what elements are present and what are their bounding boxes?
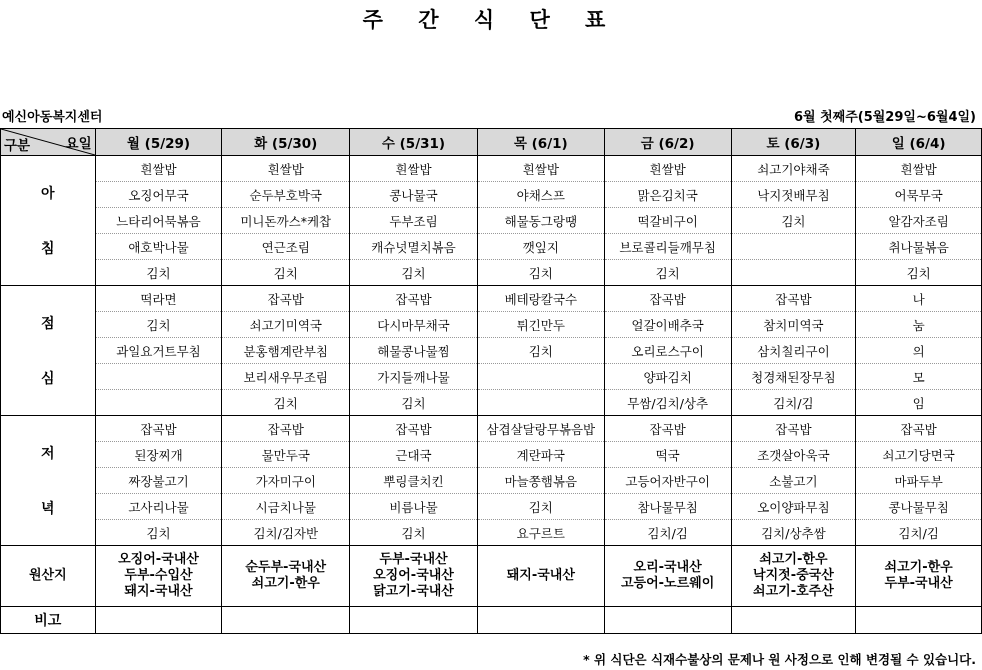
menu-row: [1, 286, 982, 312]
menu-item: 조갯살아욱국: [731, 442, 856, 468]
menu-item: 김치: [95, 260, 222, 286]
menu-item: 분홍햄계란부침: [222, 338, 350, 364]
menu-item: 김치: [350, 260, 478, 286]
origin-cell: [222, 546, 350, 607]
menu-item: 잡곡밥: [604, 286, 731, 312]
menu-item: 잡곡밥: [350, 286, 478, 312]
origin-cell: [604, 546, 731, 607]
menu-row: [1, 312, 982, 338]
menu-item: 양파김치: [604, 364, 731, 390]
menu-item: 오이양파무침: [731, 494, 856, 520]
menu-row: [1, 468, 982, 494]
menu-row: [1, 442, 982, 468]
menu-item: 짜장불고기: [95, 468, 222, 494]
menu-item: 과일요거트무침: [95, 338, 222, 364]
menu-item: [731, 234, 856, 260]
menu-item: 떡갈비구이: [604, 208, 731, 234]
day-header: 수 (5/31): [350, 129, 478, 156]
menu-item: 계란파국: [477, 442, 604, 468]
menu-item: 떡국: [604, 442, 731, 468]
menu-item: 청경채된장무침: [731, 364, 856, 390]
menu-item: 김치/김자반: [222, 520, 350, 546]
week-label: 6월 첫째주(5월29일~6월4일): [793, 110, 976, 125]
menu-item: 김치: [856, 260, 982, 286]
menu-item: 김치: [350, 520, 478, 546]
menu-item: 잡곡밥: [856, 416, 982, 442]
menu-item: 비름나물: [350, 494, 478, 520]
menu-item: [731, 260, 856, 286]
menu-item: 잡곡밥: [731, 416, 856, 442]
remarks-cell: [222, 607, 350, 634]
menu-item: [95, 390, 222, 416]
menu-item: 얼갈이배추국: [604, 312, 731, 338]
day-header: 금 (6/2): [604, 129, 731, 156]
menu-item: 흰쌀밥: [350, 156, 478, 182]
day-header: 월 (5/29): [95, 129, 222, 156]
menu-row: [1, 416, 982, 442]
menu-item: 흰쌀밥: [222, 156, 350, 182]
menu-item: 모: [856, 364, 982, 390]
menu-item: 김치: [604, 260, 731, 286]
menu-item: 김치: [95, 312, 222, 338]
origin-line: 두부-수입산: [124, 568, 193, 583]
day-header: 목 (6/1): [477, 129, 604, 156]
menu-row: [1, 520, 982, 546]
menu-item: 취나물볶음: [856, 234, 982, 260]
menu-item: 김치: [350, 390, 478, 416]
origin-cell: [856, 546, 982, 607]
header-row: [1, 129, 982, 156]
menu-item: 오리로스구이: [604, 338, 731, 364]
menu-item: 느타리어묵볶음: [95, 208, 222, 234]
menu-item: 김치: [222, 260, 350, 286]
menu-item: 마파두부: [856, 468, 982, 494]
origin-line: 쇠고기-한우: [884, 560, 953, 575]
menu-row: [1, 260, 982, 286]
menu-item: 잡곡밥: [350, 416, 478, 442]
remarks-cell: [856, 607, 982, 634]
menu-row: [1, 338, 982, 364]
menu-item: 맑은김치국: [604, 182, 731, 208]
menu-item: 다시마무채국: [350, 312, 478, 338]
menu-row: [1, 364, 982, 390]
menu-item: 김치/김: [604, 520, 731, 546]
meal-label-char: 점: [41, 316, 55, 332]
menu-item: 참나물무침: [604, 494, 731, 520]
menu-item: 캐슈넛멸치볶음: [350, 234, 478, 260]
remarks-cell: [604, 607, 731, 634]
origin-line: 오리-국내산: [633, 560, 702, 575]
menu-row: [1, 208, 982, 234]
menu-item: 잡곡밥: [731, 286, 856, 312]
origin-line: 쇠고기-한우: [251, 576, 320, 591]
menu-item: 콩나물무침: [856, 494, 982, 520]
origin-line: 두부-국내산: [379, 552, 448, 567]
remarks-cell: [95, 607, 222, 634]
menu-row: [1, 494, 982, 520]
origin-line: 돼지-국내산: [506, 568, 575, 583]
menu-item: 고사리나물: [95, 494, 222, 520]
menu-item: 가지들깨나물: [350, 364, 478, 390]
corner-label-day: 요일: [65, 136, 92, 152]
corner-label-category: 구분: [4, 138, 31, 154]
menu-item: 연근조림: [222, 234, 350, 260]
menu-item: 김치/김: [856, 520, 982, 546]
remarks-cell: [477, 607, 604, 634]
menu-item: 된장찌개: [95, 442, 222, 468]
menu-item: 김치: [95, 520, 222, 546]
menu-row: [1, 182, 982, 208]
menu-item: 가자미구이: [222, 468, 350, 494]
day-header: 화 (5/30): [222, 129, 350, 156]
menu-item: 삼겹살달랑무볶음밥: [477, 416, 604, 442]
origin-cell: [731, 546, 856, 607]
menu-item: 오징어무국: [95, 182, 222, 208]
menu-item: 깻잎지: [477, 234, 604, 260]
origin-line: 돼지-국내산: [124, 584, 193, 599]
menu-row: [1, 390, 982, 416]
origin-line: 오징어-국내산: [373, 568, 454, 583]
meal-label-char: 심: [41, 371, 55, 387]
origin-line: 쇠고기-호주산: [753, 584, 834, 599]
menu-item: 베테랑칼국수: [477, 286, 604, 312]
menu-item: [477, 364, 604, 390]
menu-item: 순두부호박국: [222, 182, 350, 208]
menu-item: 두부조림: [350, 208, 478, 234]
menu-item: 잡곡밥: [95, 416, 222, 442]
menu-item: 나: [856, 286, 982, 312]
page-title: 주 간 식 단 표: [362, 8, 620, 32]
menu-item: 낙지젓배무침: [731, 182, 856, 208]
menu-item: 고등어자반구이: [604, 468, 731, 494]
origin-cell: [350, 546, 478, 607]
menu-row: [1, 156, 982, 182]
meal-label-lunch: [1, 286, 96, 416]
menu-item: 임: [856, 390, 982, 416]
meal-label-char: 저: [41, 446, 55, 462]
menu-item: 애호박나물: [95, 234, 222, 260]
menu-item: 떡라면: [95, 286, 222, 312]
origin-line: 고등어-노르웨이: [620, 576, 715, 591]
menu-row: [1, 234, 982, 260]
menu-item: 무쌈/김치/상추: [604, 390, 731, 416]
menu-item: 마늘쫑햄볶음: [477, 468, 604, 494]
menu-item: 해물콩나물찜: [350, 338, 478, 364]
menu-item: 해물동그랑땡: [477, 208, 604, 234]
menu-item: 잡곡밥: [222, 416, 350, 442]
origin-line: 순두부-국내산: [245, 560, 327, 575]
menu-item: 요구르트: [477, 520, 604, 546]
origin-line: 낙지젓-중국산: [753, 568, 834, 583]
menu-item: 브로콜리들깨무침: [604, 234, 731, 260]
menu-item: 쇠고기미역국: [222, 312, 350, 338]
menu-item: 시금치나물: [222, 494, 350, 520]
menu-item: 쇠고기야채죽: [731, 156, 856, 182]
menu-item: 미니돈까스*케찹: [222, 208, 350, 234]
menu-item: 김치: [477, 260, 604, 286]
meal-label-dinner: [1, 416, 96, 546]
menu-item: 눔: [856, 312, 982, 338]
origin-line: 쇠고기-한우: [759, 552, 828, 567]
remarks-cell: [350, 607, 478, 634]
meal-label-breakfast: [1, 156, 96, 286]
menu-item: 야채스프: [477, 182, 604, 208]
menu-item: 김치: [222, 390, 350, 416]
meal-label-char: 아: [41, 186, 55, 202]
header-corner: [1, 129, 96, 156]
menu-item: 잡곡밥: [222, 286, 350, 312]
menu-item: 물만두국: [222, 442, 350, 468]
menu-item: 보리새우무조림: [222, 364, 350, 390]
origin-cell: [477, 546, 604, 607]
weekly-menu-table: [0, 128, 982, 634]
menu-item: 알감자조림: [856, 208, 982, 234]
menu-item: [95, 364, 222, 390]
menu-item: 흰쌀밥: [604, 156, 731, 182]
day-header: 일 (6/4): [856, 129, 982, 156]
menu-item: 김치: [477, 494, 604, 520]
footnote: * 위 식단은 식재수불상의 문제나 원 사정으로 인해 변경될 수 있습니다.: [583, 652, 976, 667]
origin-row: [1, 546, 982, 607]
menu-item: 김치/상추쌈: [731, 520, 856, 546]
day-header: 토 (6/3): [731, 129, 856, 156]
menu-item: 흰쌀밥: [856, 156, 982, 182]
origin-line: 두부-국내산: [884, 576, 953, 591]
meal-label-char: 침: [41, 241, 55, 257]
menu-item: 근대국: [350, 442, 478, 468]
menu-item: 튀긴만두: [477, 312, 604, 338]
menu-item: 김치/김: [731, 390, 856, 416]
menu-item: 어묵무국: [856, 182, 982, 208]
menu-item: 콩나물국: [350, 182, 478, 208]
center-name: 예신아동복지센터: [2, 110, 103, 125]
origin-cell: [95, 546, 222, 607]
menu-item: [477, 390, 604, 416]
menu-item: 김치: [477, 338, 604, 364]
menu-item: 삼치칠리구이: [731, 338, 856, 364]
remarks-cell: [731, 607, 856, 634]
remarks-label: 비고: [1, 607, 96, 634]
origin-label: 원산지: [1, 546, 96, 607]
meal-label-char: 녁: [41, 501, 55, 517]
menu-item: 소불고기: [731, 468, 856, 494]
menu-item: 의: [856, 338, 982, 364]
menu-item: 뿌링클치킨: [350, 468, 478, 494]
origin-line: 오징어-국내산: [118, 552, 199, 567]
menu-item: 김치: [731, 208, 856, 234]
menu-item: 흰쌀밥: [477, 156, 604, 182]
origin-line: 닭고기-국내산: [373, 584, 454, 599]
menu-item: 쇠고기당면국: [856, 442, 982, 468]
menu-item: 참치미역국: [731, 312, 856, 338]
remarks-row: [1, 607, 982, 634]
menu-item: 흰쌀밥: [95, 156, 222, 182]
menu-item: 잡곡밥: [604, 416, 731, 442]
